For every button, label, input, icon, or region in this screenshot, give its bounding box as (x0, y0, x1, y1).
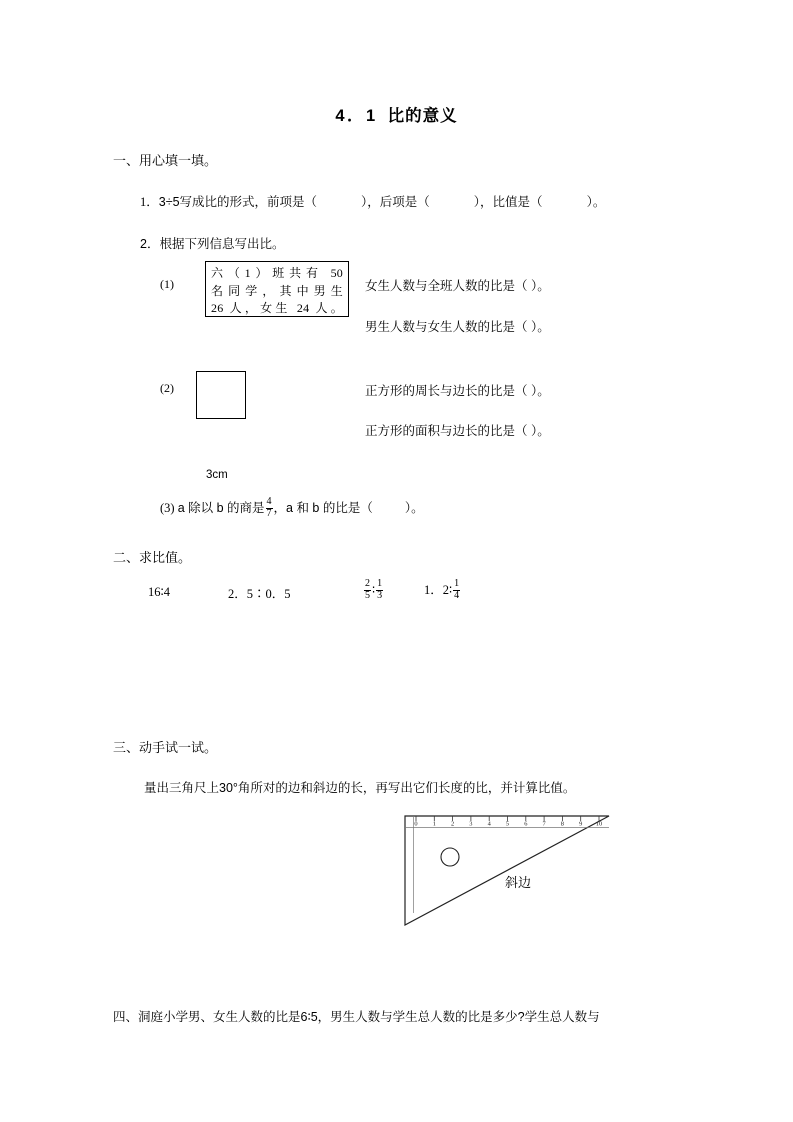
calc-item-4 (424, 580, 461, 602)
ruler-label: 10 (595, 820, 603, 828)
fraction-denominator: 3 (377, 589, 383, 601)
fraction-numerator: 2 (365, 578, 370, 589)
section-2-heading: 二、求比值。 (113, 550, 192, 565)
question-1-2-label: 2．根据下列信息写出比。 (140, 237, 285, 251)
ruler-label: 5 (505, 820, 510, 828)
ruler-label: 7 (542, 820, 546, 828)
ruler-label: 9 (579, 820, 583, 828)
calc-item-1: 16∶4 (148, 585, 171, 599)
ruler-label: 0 (414, 820, 418, 828)
question-1-1-part-b: ），后项是（ (361, 195, 430, 209)
class-info-line-2: 名同学，其中男生 (211, 283, 343, 298)
subitem-3-text-b: ，a 和 b 的比是（ (273, 501, 373, 515)
class-info-box (205, 261, 349, 317)
question-1-1-label: 1． (140, 195, 159, 209)
ruler-label: 1 (432, 820, 436, 828)
ratio-colon: ∶ (372, 582, 376, 597)
ruler-label: 6 (524, 820, 528, 828)
question-boys-to-girls-ratio: 男生人数与女生人数的比是（ ）。 (365, 320, 550, 334)
class-info-line-3: 26 人，女生 24 人。 (211, 301, 343, 315)
fraction-numerator: 1 (454, 578, 460, 590)
section-1-heading: 一、用心填一填。 (113, 153, 218, 168)
subitem-2-marker: (2) (160, 381, 174, 395)
square-diagram (196, 371, 246, 419)
subitem-3-text-a: a 除以 b 的商是 (177, 501, 265, 515)
class-info-line-1: 六（1）班共有 50 (211, 266, 343, 280)
ruler-label: 4 (487, 820, 491, 828)
fraction-denominator: 4 (454, 589, 460, 601)
question-1-1 (140, 192, 605, 210)
section-4-heading: 四、洞庭小学男、女生人数的比是6∶5，男生人数与学生总人数的比是多少?学生总人数与 (113, 1010, 600, 1024)
ratio-colon: ∶ (449, 582, 453, 597)
calc-item-2: 2．5∶0．5 (228, 587, 291, 601)
question-girls-to-class-ratio: 女生人数与全班人数的比是（ ）。 (365, 279, 550, 293)
page-title (0, 102, 793, 126)
triangle-outline (405, 816, 609, 925)
page-title-number: 4．1 (335, 107, 378, 125)
fraction-denominator: 7 (266, 507, 272, 519)
question-1-1-part-d: ）。 (586, 195, 606, 209)
subitem-3-marker: (3) (160, 501, 175, 515)
square-side-label: 3cm (206, 469, 228, 481)
section-3-heading: 三、动手试一试。 (113, 740, 218, 755)
hypotenuse-label: 斜边 (505, 875, 532, 890)
question-1-2-3 (160, 498, 424, 520)
fraction-numerator: 4 (266, 496, 272, 508)
calc-item-4-left-number: 1．2 (424, 583, 450, 597)
question-perimeter-to-side-ratio: 正方形的周长与边长的比是（ ）。 (365, 384, 550, 398)
calc-item-3-left-fraction (364, 579, 371, 601)
question-1-1-part-a: 3÷5写成比的形式，前项是（ (158, 195, 318, 209)
calc-item-3-right-fraction (376, 579, 383, 601)
page-title-text: 比的意义 (387, 107, 458, 125)
ruler-label: 2 (450, 820, 455, 828)
question-area-to-side-ratio: 正方形的面积与边长的比是（ ）。 (365, 424, 550, 438)
section-3-instruction: 量出三角尺上30°角所对的边和斜边的长，再写出它们长度的比，并计算比值。 (144, 781, 576, 795)
fraction-numerator: 1 (377, 578, 383, 589)
calc-item-4-right-fraction (453, 579, 460, 601)
fraction-four-sevenths (266, 497, 273, 519)
calc-item-3 (363, 580, 384, 602)
subitem-1-marker: (1) (160, 277, 174, 291)
fraction-denominator: 5 (365, 589, 370, 601)
subitem-3-text-c: ）。 (404, 501, 424, 515)
ruler-label: 3 (469, 820, 473, 828)
question-1-1-part-c: ），比值是（ (473, 195, 543, 209)
ruler-label: 8 (560, 820, 565, 828)
